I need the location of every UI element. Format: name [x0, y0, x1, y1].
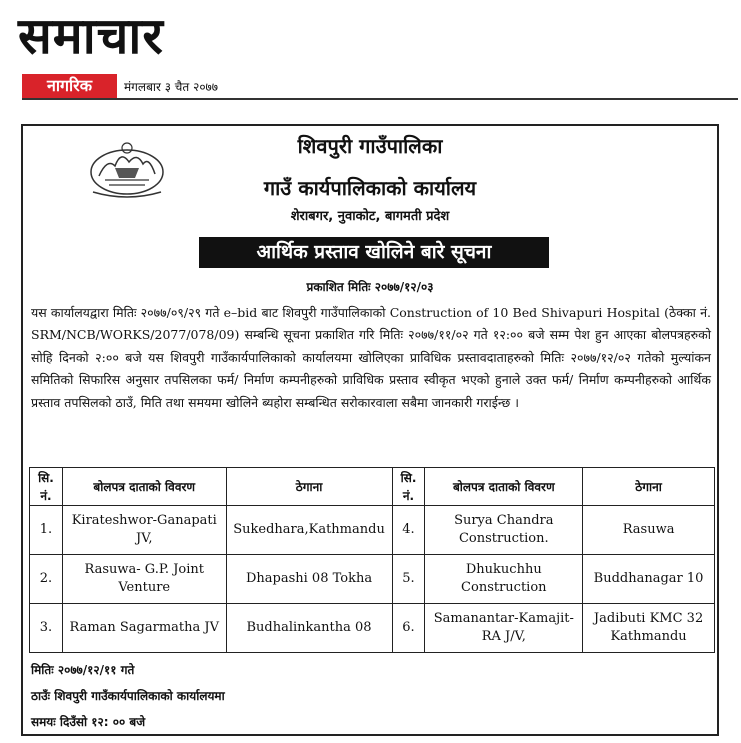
- serial-number: 6.: [392, 604, 425, 653]
- serial-number: 1.: [30, 506, 63, 555]
- serial-number: 5.: [392, 555, 425, 604]
- bidder-name: Kirateshwor-Ganapati JV,: [62, 506, 226, 555]
- col-header-address: ठेगाना: [583, 468, 715, 506]
- bidder-name: Surya Chandra Construction.: [425, 506, 583, 555]
- serial-number: 4.: [392, 506, 425, 555]
- serial-number: 3.: [30, 604, 63, 653]
- bidder-name: Dhukuchhu Construction: [425, 555, 583, 604]
- table-row: [30, 555, 715, 604]
- table-row: [30, 506, 715, 555]
- opening-place: ठाउँः शिवपुरी गाउँकार्यपालिकाको कार्यालयमा: [31, 689, 225, 703]
- office-address: शेराबगर, नुवाकोट, बागमती प्रदेश: [290, 209, 450, 224]
- opening-date: मितिः २०७७/१२/११ गते: [31, 663, 135, 677]
- bidder-name: Rasuwa- G.P. Joint Venture: [62, 555, 226, 604]
- bidder-address: Buddhanagar 10: [583, 555, 715, 604]
- bidder-address: Sukedhara,Kathmandu: [226, 506, 392, 555]
- bidder-address: Jadibuti KMC 32 Kathmandu: [583, 604, 715, 653]
- col-header-bidder: बोलपत्र दाताको विवरण: [425, 468, 583, 506]
- table-header-row: [30, 468, 715, 506]
- brand-logo: नागरिक: [22, 74, 117, 98]
- table-row: [30, 604, 715, 653]
- masthead-title: समाचार: [18, 7, 164, 65]
- notice-title-banner: आर्थिक प्रस्ताव खोलिने बारे सूचना: [199, 237, 549, 268]
- municipality-name: शिवपुरी गाउँपालिका: [297, 134, 443, 158]
- office-name: गाउँ कार्यपालिकाको कार्यालय: [263, 176, 477, 200]
- dateline: मंगलबार ३ चैत २०७७: [124, 80, 219, 94]
- notice-body: यस कार्यालयद्वारा मितिः २०७७/०९/२९ गते e–bid बाट शिवपुरी गाउँपालिकाको Construction of 10 Bed Shivapuri Hospital (ठेक्का नं. SRM/NCB/WORKS/2077/078/09) सम्बन्धि सूचना प्रकाशित गरि मितिः २०७७/११/०२ गते १२:०० बजे सम्म पेश हुन आएका बोलपत्रहरुको सोहि दिनको २:०० बजे यस शिवपुरी गाउँकार्यपालिकाको कार्यालयमा खोलिएका प्राविधिक प्रस्तावदाताहरुको मितिः २०७७/१२/०२ गतेको मुल्यांकन समितिको सिफारिस अनुसार तपसिलका फर्म/ निर्माण कम्पनीहरुको प्राविधिक प्रस्ताव स्वीकृत भएको हुनाले उक्त फर्म/ निर्माण कम्पनीहरुको आर्थिक प्रस्ताव तपसिलको ठाउँ, मिति तथा समयमा खोलिने ब्यहोरा सम्बन्धित सरोकारवाला सबैमा जानकारी गराईन्छ ।: [31, 305, 711, 410]
- serial-number: 2.: [30, 555, 63, 604]
- col-header-address: ठेगाना: [226, 468, 392, 506]
- bidder-name: Samanantar-Kamajit-RA J/V,: [425, 604, 583, 653]
- col-header-sn: सि. नं.: [392, 468, 425, 506]
- bidder-address: Rasuwa: [583, 506, 715, 555]
- bidder-address: Budhalinkantha 08: [226, 604, 392, 653]
- opening-time: समयः दिउँसो १२: ०० बजे: [31, 715, 146, 729]
- notice-box: [21, 124, 719, 736]
- col-header-sn: सि. नं.: [30, 468, 63, 506]
- col-header-bidder: बोलपत्र दाताको विवरण: [62, 468, 226, 506]
- bidder-address: Dhapashi 08 Tokha: [226, 555, 392, 604]
- bidders-table: [29, 467, 715, 653]
- published-date: प्रकाशित मितिः २०७७/१२/०३: [306, 280, 434, 294]
- masthead-divider: [22, 98, 738, 100]
- bidder-name: Raman Sagarmatha JV: [62, 604, 226, 653]
